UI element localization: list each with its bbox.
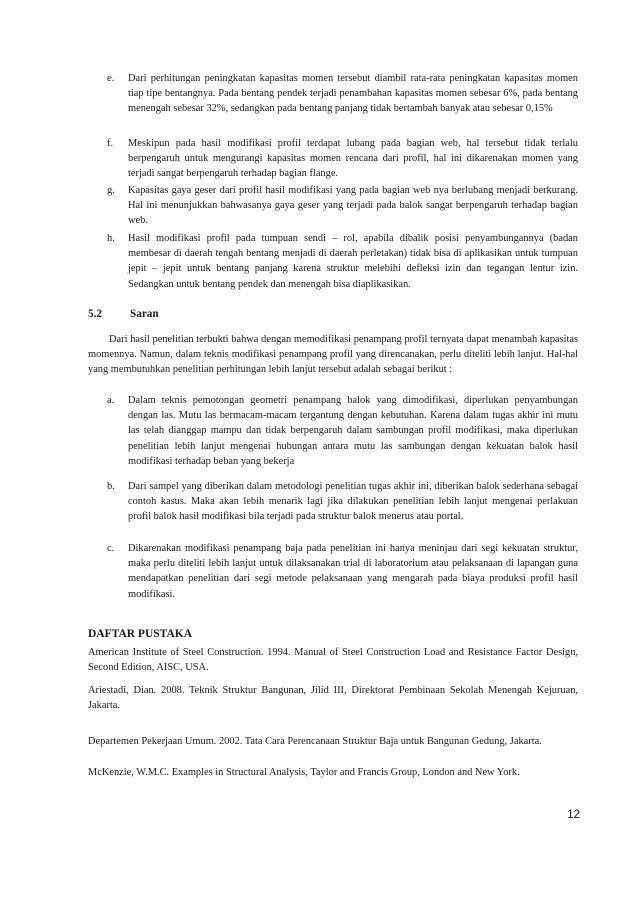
list-item-text: Hasil modifikasi profil pada tumpuan sendi – rol, apabila dibalik posisi penyambungannya (badan membesar di daerah tengah bentang menjadi di daerah perletakan) tidak bisa di aplikasikan untuk tumpuan jepit – jepit untuk bentang panjang karena struktur melebihi defleksi izin dan tegangan lentur izin. Sedangkan untuk bentang pendek dan menengah bisa diaplikasikan. [128,233,578,290]
reference-entry: Departemen Pekerjaan Umum. 2002. Tata Cara Perencanaan Struktur Baja untuk Bangunan Gedung, Jakarta. [88,736,542,747]
conclusion-item-g [107,183,578,229]
conclusion-item-e [107,71,578,117]
list-item-text: Meskipun pada hasil modifikasi profil terdapat lubang pada bagian web, hal tersebut tidak terlalu berpengaruh untuk mengurangi kapasitas momen rencana dari profil, hal ini dikarenakan momen yang terjadi sangat berpengaruh terhadap bagian flange. [128,138,578,180]
list-item-text: Dikarenakan modifikasi penampang baja pada penelitian ini hanya meninjau dari segi kekuatan struktur, maka perlu diteliti lebih lanjut untuk dilaksanakan trial di laboratorium atau pelaksanaan di lapangan guna mendapatkan penelitian dari segi metode pelaksanaan yang mengarah pada biaya produksi profil hasil modifikasi. [128,543,578,600]
page-number: 12 [567,809,580,821]
list-marker: h. [107,233,115,244]
suggestion-item-a [107,393,578,469]
suggestion-item-c [107,541,578,602]
reference-entry: Ariestadi, Dian. 2008. Teknik Struktur Bangunan, Jilid III, Direktorat Pembinaan Sekolah Menengah Kejuruan, Jakarta. [88,685,578,712]
list-item-text: Dari perhitungan peningkatan kapasitas momen tersebut diambil rata-rata peningkatan kapasitas momen tiap tipe bentangnya. Pada bentang pendek terjadi penambahan kapasitas momen sebesar 6%, pada bentang menengah sebesar 32%, sedangkan pada bentang panjang tidak bertambah banyak atau sebesar 0,15% [128,73,578,115]
references-heading: DAFTAR PUSTAKA [88,628,193,640]
conclusion-item-h [107,231,578,292]
section-title: Saran [130,308,159,320]
list-marker: a. [107,395,115,406]
list-item-text: Dari sampel yang diberikan dalam metodologi penelitian tugas akhir ini, diberikan balok sederhana sebagai contoh kasus. Maka akan lebih menarik lagi jika dilakukan penelitian lebih lanjut mengenai perlakuan profil balok hasil modifikasi bila terjadi pada struktur balok menerus atau portal. [128,481,578,523]
list-marker: f. [107,138,114,149]
conclusion-item-f [107,136,578,182]
reference-entry: American Institute of Steel Construction. 1994. Manual of Steel Construction Load and Resistance Factor Design, Second Edition, AISC, USA. [88,647,578,674]
suggestion-item-b [107,479,578,525]
list-marker: e. [107,73,115,84]
list-marker: g. [107,185,115,196]
list-item-text: Kapasitas gaya geser dari profil hasil modifikasi yang pada bagian web nya berlubang menjadi berkurang. Hal ini menunjukkan bahwasanya gaya geser yang terjadi pada balok sangat berpengaruh terhadap bagian web. [128,185,578,227]
section-intro-paragraph: Dari hasil penelitian terbukti bahwa dengan memodifikasi penampang profil ternyata dapat menambah kapasitas momennya. Namun, dalam teknis modifikasi penampang profil yang direncanakan, perlu diteliti lebih lanjut. Hal-hal yang membutuhkan penelitian perhitungan lebih lanjut tersebut adalah sebagai berikut : [88,334,578,376]
section-number: 5.2 [88,308,102,320]
list-marker: b. [107,481,115,492]
list-marker: c. [107,543,115,554]
reference-entry: McKenzie, W.M.C. Examples in Structural Analysis, Taylor and Francis Group, London and New York. [88,767,520,778]
list-item-text: Dalam teknis pemotongan geometri penampang balok yang dimodifikasi, diperlukan penyambungan dengan las. Mutu las bermacam-macam tergantung dengan kebutuhan. Karena dalam tugas akhir ini mutu las telah dianggap mampu dan tidak berpengaruh dalam sambungan profil modifikasi, maka diperlukan penelitian lebih lanjut mengenai hubungan antara mutu las sambungan dengan kekuatan balok hasil modifikasi terhadap beban yang bekerja [128,395,578,467]
